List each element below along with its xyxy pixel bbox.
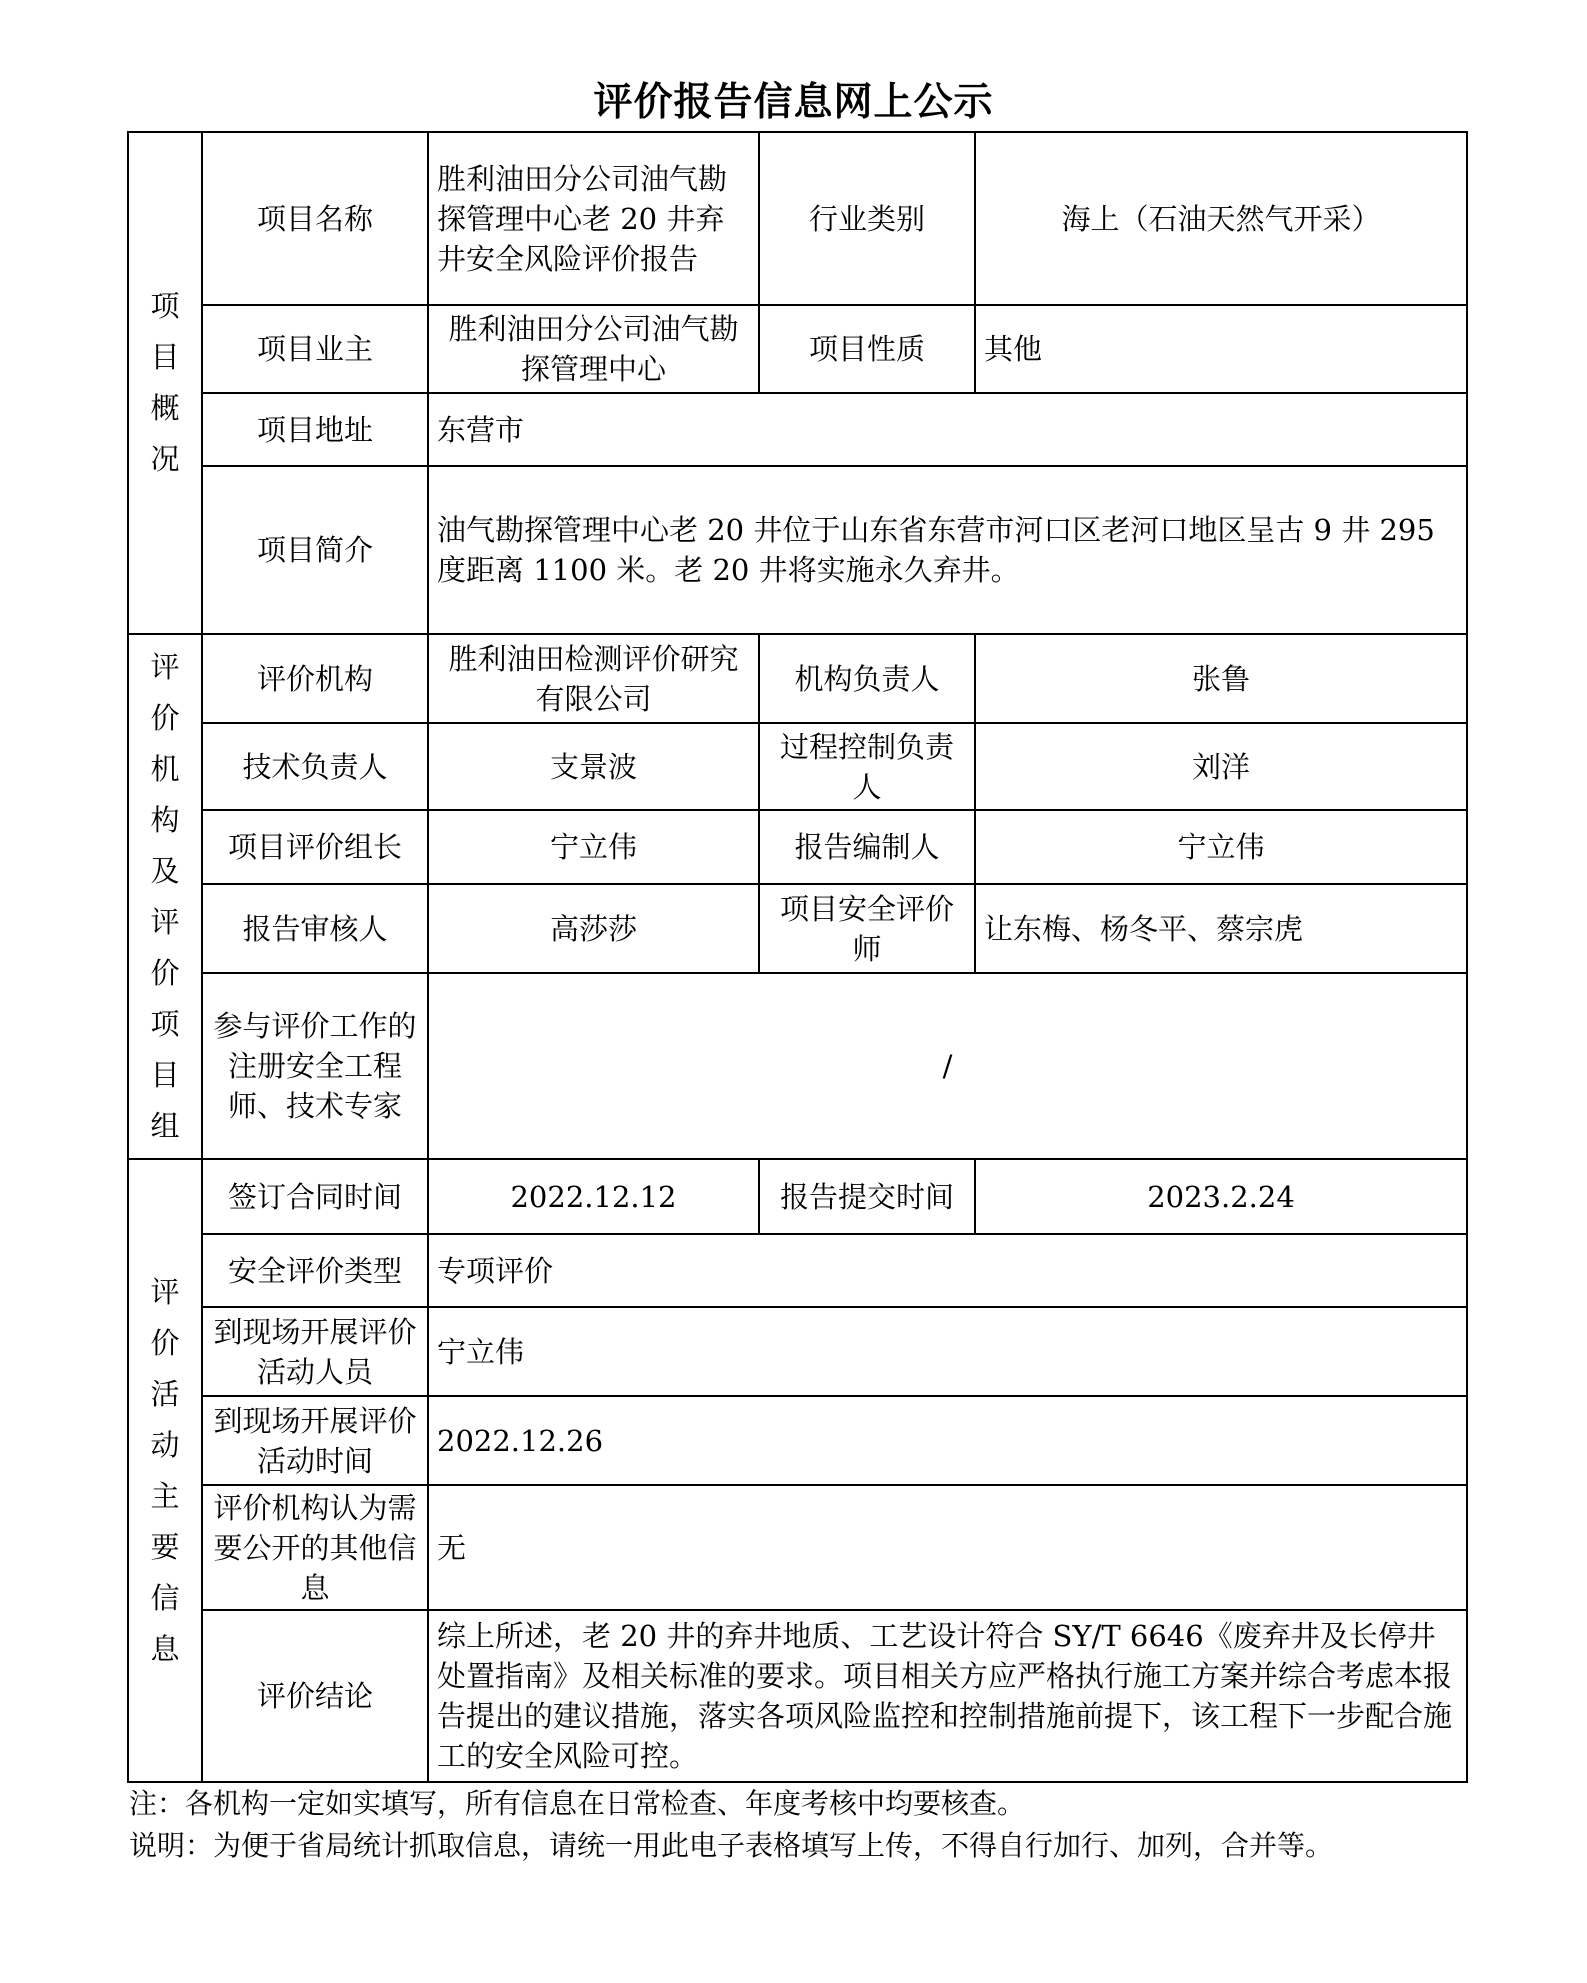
other-info-label: 评价机构认为需要公开的其他信息 xyxy=(202,1485,428,1610)
conclusion-label: 评价结论 xyxy=(202,1610,428,1782)
table-row xyxy=(128,132,1467,305)
conclusion-value: 综上所述，老 20 井的弃井地质、工艺设计符合 SY/T 6646《废弃井及长停井处置指南》及相关标准的要求。项目相关方应严格执行施工方案并综合考虑本报告提出的建议措施，落实各项风险监控和控制措施前提下，该工程下一步配合施工的安全风险可控。 xyxy=(428,1610,1467,1782)
table-row xyxy=(128,1610,1467,1782)
reviewer-label: 报告审核人 xyxy=(202,884,428,973)
project-name-label: 项目名称 xyxy=(202,132,428,305)
process-lead-value: 刘洋 xyxy=(975,723,1467,810)
table-row xyxy=(128,466,1467,634)
table-row xyxy=(128,1234,1467,1307)
table-row xyxy=(128,634,1467,723)
eval-type-label: 安全评价类型 xyxy=(202,1234,428,1307)
address-label: 项目地址 xyxy=(202,393,428,466)
table-row xyxy=(128,723,1467,810)
reviewer-value: 高莎莎 xyxy=(428,884,759,973)
experts-value: / xyxy=(428,973,1467,1159)
nature-label: 项目性质 xyxy=(759,305,975,393)
table-row xyxy=(128,973,1467,1159)
group-leader-value: 宁立伟 xyxy=(428,810,759,884)
intro-value: 油气勘探管理中心老 20 井位于山东省东营市河口区老河口地区呈古 9 井 295 度距离 1100 米。老 20 井将实施永久弃井。 xyxy=(428,466,1467,634)
address-value: 东营市 xyxy=(428,393,1467,466)
org-head-value: 张鲁 xyxy=(975,634,1467,723)
org-head-label: 机构负责人 xyxy=(759,634,975,723)
note-text: 注：各机构一定如实填写，所有信息在日常检查、年度考核中均要核查。 xyxy=(129,1787,1026,1820)
report-info-table xyxy=(127,131,1468,1783)
section-agency-group: 评价机构及评价项目组 xyxy=(128,634,202,1159)
assessor-value: 让东梅、杨冬平、蔡宗虎 xyxy=(975,884,1467,973)
contract-date-label: 签订合同时间 xyxy=(202,1159,428,1234)
submit-date-value: 2023.2.24 xyxy=(975,1159,1467,1234)
table-row xyxy=(128,884,1467,973)
section-activity-info: 评价活动主要信息 xyxy=(128,1159,202,1782)
table-row xyxy=(128,305,1467,393)
onsite-time-value: 2022.12.26 xyxy=(428,1396,1467,1485)
explain-text: 说明：为便于省局统计抓取信息，请统一用此电子表格填写上传，不得自行加行、加列，合并等。 xyxy=(129,1829,1334,1862)
page-title: 评价报告信息网上公示 xyxy=(593,79,994,125)
onsite-staff-value: 宁立伟 xyxy=(428,1307,1467,1396)
process-lead-label: 过程控制负责人 xyxy=(759,723,975,810)
eval-type-value: 专项评价 xyxy=(428,1234,1467,1307)
section-project-overview: 项目概况 xyxy=(128,132,202,634)
tech-lead-label: 技术负责人 xyxy=(202,723,428,810)
onsite-time-label: 到现场开展评价活动时间 xyxy=(202,1396,428,1485)
submit-date-label: 报告提交时间 xyxy=(759,1159,975,1234)
nature-value: 其他 xyxy=(975,305,1467,393)
experts-label: 参与评价工作的注册安全工程师、技术专家 xyxy=(202,973,428,1159)
tech-lead-value: 支景波 xyxy=(428,723,759,810)
group-leader-label: 项目评价组长 xyxy=(202,810,428,884)
footnotes xyxy=(129,1783,1469,1867)
owner-label: 项目业主 xyxy=(202,305,428,393)
org-label: 评价机构 xyxy=(202,634,428,723)
org-value: 胜利油田检测评价研究有限公司 xyxy=(428,634,759,723)
author-value: 宁立伟 xyxy=(975,810,1467,884)
table-row xyxy=(128,1396,1467,1485)
table-row xyxy=(128,1307,1467,1396)
table-row xyxy=(128,1485,1467,1610)
assessor-label: 项目安全评价师 xyxy=(759,884,975,973)
contract-date-value: 2022.12.12 xyxy=(428,1159,759,1234)
table-row xyxy=(128,810,1467,884)
project-name-value: 胜利油田分公司油气勘探管理中心老 20 井弃井安全风险评价报告 xyxy=(428,132,759,305)
other-info-value: 无 xyxy=(428,1485,1467,1610)
onsite-staff-label: 到现场开展评价活动人员 xyxy=(202,1307,428,1396)
owner-value: 胜利油田分公司油气勘探管理中心 xyxy=(428,305,759,393)
table-row xyxy=(128,1159,1467,1234)
industry-label: 行业类别 xyxy=(759,132,975,305)
intro-label: 项目简介 xyxy=(202,466,428,634)
table-row xyxy=(128,393,1467,466)
industry-value: 海上（石油天然气开采） xyxy=(975,132,1467,305)
author-label: 报告编制人 xyxy=(759,810,975,884)
